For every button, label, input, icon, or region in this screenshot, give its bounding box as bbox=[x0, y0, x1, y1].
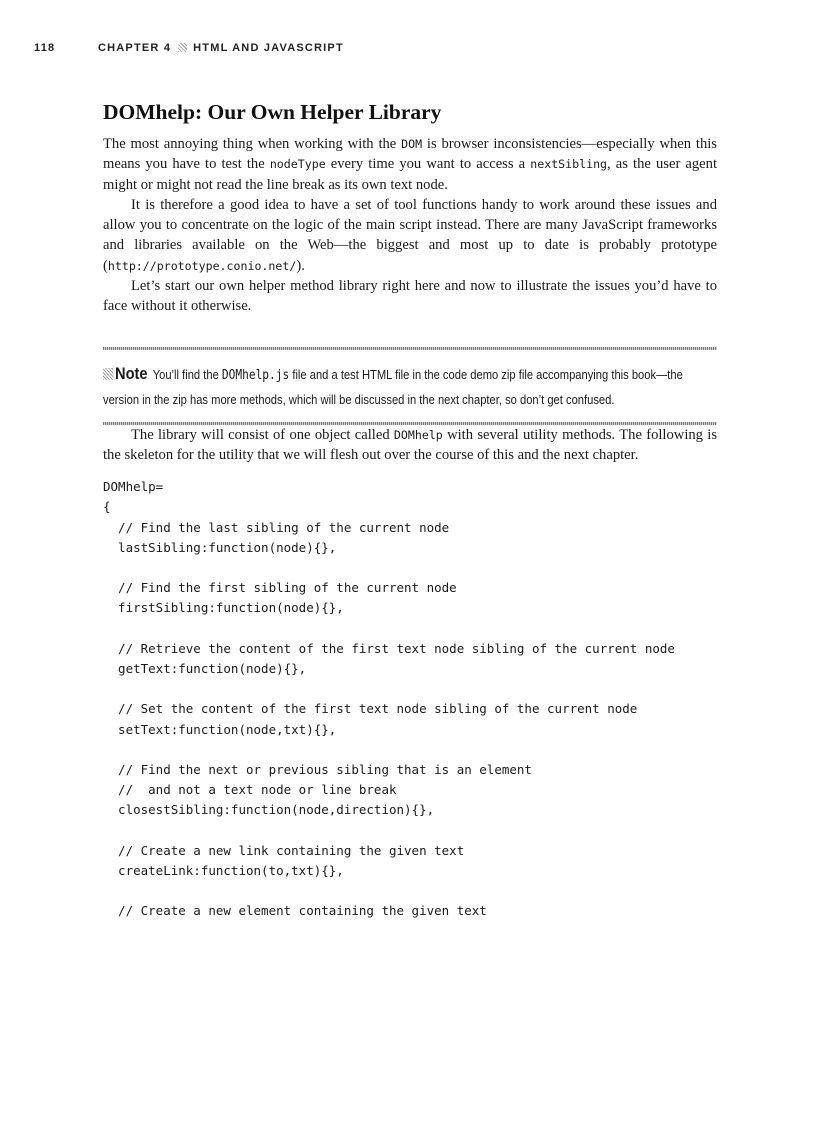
code-line: // Set the content of the first text node sibling of the current node bbox=[103, 701, 638, 717]
prototype-url: http://prototype.conio.net/ bbox=[107, 258, 297, 273]
chapter-title: HTML AND JAVASCRIPT bbox=[193, 42, 344, 54]
text-run: with several utility methods. The following is the skeleton for the utility that we will flesh out over the course of this and the next chapter. bbox=[103, 426, 718, 463]
inline-code: DOM bbox=[401, 137, 423, 151]
code-line bbox=[103, 881, 717, 901]
code-line: { bbox=[103, 499, 111, 515]
inline-code: nodeType bbox=[269, 157, 326, 172]
text-run: The library will consist of one object called bbox=[131, 426, 394, 443]
code-listing bbox=[103, 477, 717, 921]
text-run: It is therefore a good idea to have a set of tool functions handy to work around these issues and allow you to concentrate on the logic of the main script instead. There are many JavaScript frameworks and libraries available on the Web—the biggest and most up to date is probably prototype ( bbox=[103, 196, 717, 274]
text-run: every time you want to access a bbox=[325, 156, 531, 173]
code-line: closestSibling:function(node,direction){}, bbox=[103, 802, 435, 818]
paragraph-dom-inconsistencies bbox=[103, 134, 717, 195]
code-line: firstSibling:function(node){}, bbox=[103, 600, 344, 616]
note-box bbox=[103, 347, 717, 425]
page-number: 118 bbox=[34, 42, 56, 54]
text-run: The most annoying thing when working with the bbox=[103, 136, 402, 152]
text-run: file and a test HTML file in the code demo zip file accompanying this book—the version in the zip has more methods, which will be discussed in the next chapter, so don’t get confused. bbox=[103, 366, 683, 407]
code-line: // Retrieve the content of the first text node sibling of the current node bbox=[103, 640, 675, 656]
text-run: You’ll find the bbox=[152, 366, 222, 382]
code-line: // Create a new element containing the given text bbox=[103, 903, 487, 919]
running-head bbox=[34, 42, 344, 54]
code-line bbox=[103, 558, 717, 578]
code-line: lastSibling:function(node){}, bbox=[103, 539, 337, 555]
inline-code: DOMhelp bbox=[393, 427, 443, 442]
code-line bbox=[103, 740, 717, 760]
code-line: DOMhelp= bbox=[103, 479, 164, 495]
code-line bbox=[103, 820, 717, 840]
code-line bbox=[103, 619, 717, 639]
note-label: Note bbox=[115, 363, 148, 383]
code-line: // Find the next or previous sibling that is an element bbox=[103, 761, 532, 777]
section-title: DOMhelp: Our Own Helper Library bbox=[103, 100, 442, 124]
code-line: // Find the first sibling of the current node bbox=[103, 580, 457, 596]
code-line bbox=[103, 679, 717, 699]
note-text bbox=[103, 362, 717, 412]
code-line: setText:function(node,txt){}, bbox=[103, 721, 337, 737]
paragraph-library-object bbox=[103, 425, 717, 466]
code-line: getText:function(node){}, bbox=[103, 660, 307, 676]
text-run: ). bbox=[296, 257, 305, 274]
code-line: createLink:function(to,txt){}, bbox=[103, 862, 344, 878]
gray-square-icon bbox=[103, 368, 113, 380]
inline-code: DOMhelp.js bbox=[221, 367, 290, 383]
text-run: , as the user agent might or might not read the line break as its own text node. bbox=[103, 156, 718, 193]
code-line: // and not a text node or line break bbox=[103, 782, 397, 798]
paragraph-start-library: Let’s start our own helper method library right here and now to illustrate the issues you’d have to face without it otherwise. bbox=[103, 278, 717, 315]
paragraph-tool-functions bbox=[103, 195, 717, 276]
inline-code: nextSibling bbox=[530, 157, 608, 172]
page-content bbox=[103, 98, 717, 921]
chapter-label: CHAPTER 4 bbox=[98, 42, 172, 54]
text-run: is browser inconsistencies—especially when this means you have to test the bbox=[103, 136, 717, 173]
gray-square-icon bbox=[178, 43, 187, 52]
code-line: // Find the last sibling of the current node bbox=[103, 519, 450, 535]
code-line: // Create a new link containing the given text bbox=[103, 842, 465, 858]
